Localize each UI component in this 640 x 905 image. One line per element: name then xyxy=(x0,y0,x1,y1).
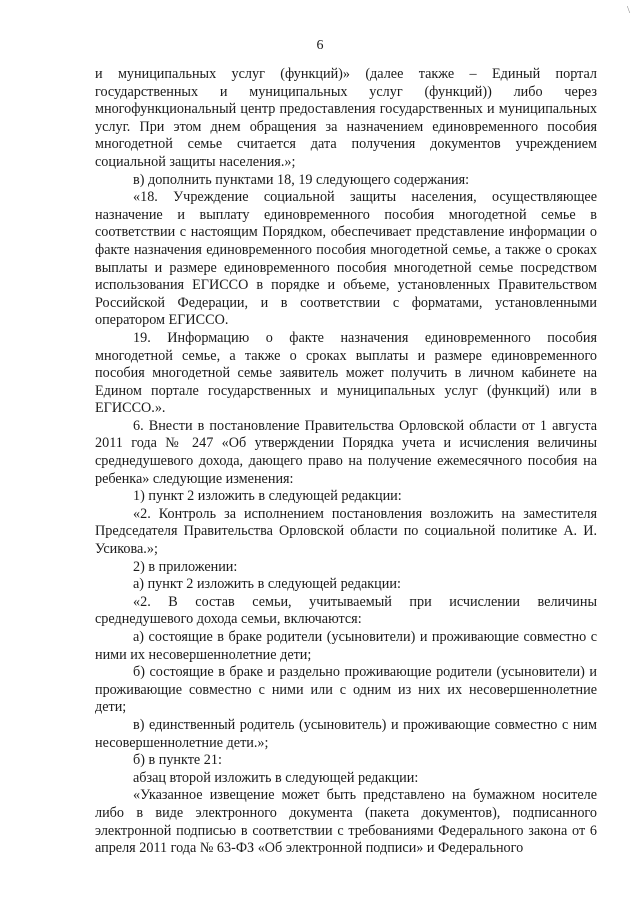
paragraph: «2. В состав семьи, учитываемый при исчислении величины среднедушевого дохода семьи, включаются: xyxy=(95,593,597,628)
paragraph: а) состоящие в браке родители (усыновители) и проживающие совместно с ними их несовершеннолетние дети; xyxy=(95,629,597,663)
paragraph: 2) в приложении: xyxy=(133,558,238,575)
paragraph: 19. Информацию о факте назначения единовременного пособия многодетной семье, а также о сроках выплаты и размере единовременного пособия многодетной семье заявитель может получить в личном кабинете на Едином портале государственных и муниципальных услуг (функций) или в ЕГИССО.». xyxy=(95,329,597,417)
paragraph: в) дополнить пунктами 18, 19 следующего содержания: xyxy=(133,171,470,188)
paragraph: и муниципальных услуг (функций)» (далее также – Единый портал государственных и муниципальных услуг (функций)) либо через многофункциональный центр предоставления государственных и муниципальных услуг. При этом днем обращения за назначением единовременного пособия многодетной семье считается дата получения документов учреждением социальной защиты населения.»; xyxy=(95,66,597,170)
paragraph: «2. Контроль за исполнением постановления возложить на заместителя Председателя Правительства Орловской области по социальной политике А. И. Усикова.»; xyxy=(95,505,597,558)
paragraph: б) в пункте 21: xyxy=(133,752,222,769)
paragraph: «18. Учреждение социальной защиты населения, осуществляющее назначение и выплату единовременного пособия многодетной семье в соответствии с настоящим Порядком, обеспечивает представление информации о факте назначения единовременного пособия многодетной семье, а также о сроках выплаты и размере единовременного пособия многодетной семье посредством использования ЕГИССО в порядке и объеме, установленных Правительством Российской Федерации, и в соответствии с форматами, установленными оператором ЕГИССО. xyxy=(95,189,597,329)
paragraph: а) пункт 2 изложить в следующей редакции: xyxy=(133,576,401,593)
corner-mark: \ xyxy=(626,4,630,16)
paragraph: «Указанное извещение может быть представлено на бумажном носителе либо в виде электронного документа (пакета документов), подписанного электронной подписью в соответствии с требованиями Федерального закона от 6 апреля 2011 года № 63-ФЗ «Об электронной подписи» и Федерального xyxy=(95,787,597,857)
page-number: 6 xyxy=(316,38,324,53)
paragraph: абзац второй изложить в следующей редакции: xyxy=(133,769,419,786)
paragraph: 6. Внести в постановление Правительства Орловской области от 1 августа 2011 года № 247 «Об утверждении Порядка учета и исчисления величины среднедушевого дохода, дающего право на получение ежемесячного пособия на ребенка» следующие изменения: xyxy=(95,417,597,487)
document-body xyxy=(95,66,597,858)
paragraph: б) состоящие в браке и раздельно проживающие родители (усыновители) и проживающие совместно с ними или с одним из них их несовершеннолетние дети; xyxy=(95,664,597,716)
paragraph: 1) пункт 2 изложить в следующей редакции: xyxy=(133,488,402,505)
paragraph: в) единственный родитель (усыновитель) и проживающие совместно с ним несовершеннолетние дети.»; xyxy=(95,716,597,751)
